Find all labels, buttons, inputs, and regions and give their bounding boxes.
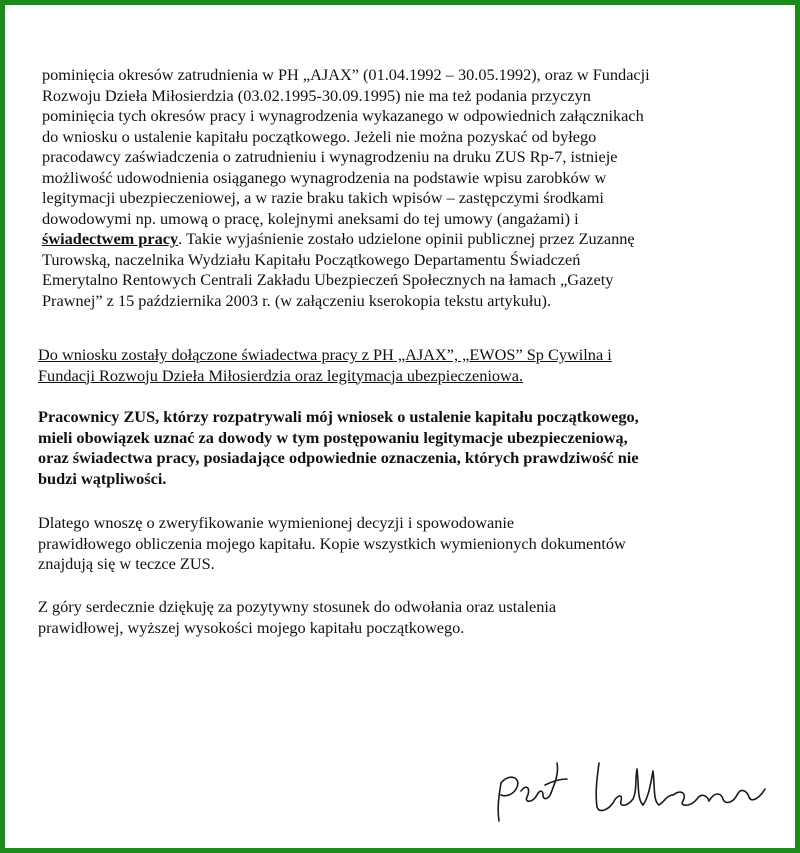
signature-stroke [545,763,567,793]
emphasized-phrase: świadectwem pracy [42,229,179,248]
text-line: Fundacji Rozwoju Dzieła Miłosierdzia oraz legitymacja ubezpieczeniowa. [38,365,524,385]
text-line: znajdują się w teczce ZUS. [38,554,215,573]
text-line: Prawnej” z 15 października 2003 r. (w załączeniu kserokopia tekstu artykułu). [42,290,552,310]
text-line: dowodowymi np. umową o pracę, kolejnymi aneksami do tej umowy (angażami) i [42,208,579,228]
text-line: mieli obowiązek uznać za dowody w tym postępowaniu legitymacje ubezpieczeniową, [38,427,628,447]
text-line: Emerytalno Rentowych Centrali Zakładu Ubezpieczeń Społecznych na łamach „Gazety [42,270,614,289]
signature-stroke [596,763,613,810]
paragraph-attachments [38,345,778,386]
text-line: oraz świadectwa pracy, posiadające odpowiednie oznaczenia, których prawdziwość nie [38,448,639,467]
text-line: . Takie wyjaśnienie zostało udzielone opinii publicznej przez Zuzannę [178,229,635,248]
paragraph-zus-obligation [38,407,778,489]
signature-stroke [521,787,551,801]
text-line: pracodawcy zaświadczenia o zatrudnieniu i wynagrodzeniu na druku ZUS Rp-7, istnieje [42,147,618,166]
paragraph-closing-thanks [38,597,778,638]
text-line: budzi wątpliwości. [38,468,167,488]
text-line: Turowską, naczelnika Wydziału Kapitału Początkowego Departamentu Świadczeń [42,249,581,269]
text-line: Rozwoju Dzieła Miłosierdzia (03.02.1995-30.09.1995) nie ma też podania przyczyn [42,85,591,105]
signature-stroke [498,777,518,821]
text-line: Z góry serdecznie dziękuję za pozytywny stosunek do odwołania oraz ustalenia [38,597,557,616]
text-line: Pracownicy ZUS, którzy rozpatrywali mój wniosek o ustalenie kapitału początkowego, [38,407,639,426]
text-line: pominięcia tych okresów pracy i wynagrodzenia wykazanego w odpowiednich załącznikach [42,106,644,125]
paragraph-evidence-explanation [42,65,777,311]
text-line: Do wniosku zostały dołączone świadectwa pracy z PH „AJAX”, „EWOS” Sp Cywilna i [38,345,612,364]
text-line: legitymacji ubezpieczeniowej, a w razie braku takich wpisów – zastępczymi środkami [42,188,604,207]
text-line: prawidłowej, wyższej wysokości mojego kapitału początkowego. [38,617,465,637]
text-line: do wniosku o ustalenie kapitału początkowego. Jeżeli nie można pozyskać od byłego [42,126,597,146]
text-line: możliwość udowodnienia osiąganego wynagrodzenia na podstawie wpisu zarobków w [42,167,607,187]
text-line: Dlatego wnoszę o zweryfikowanie wymienionej decyzji i spowodowanie [38,513,515,532]
faint-watermark [60,802,120,812]
signature-stroke [643,771,673,805]
text-line: pominięcia okresów zatrudnienia w PH „AJAX” (01.04.1992 – 30.05.1992), oraz w Fundacji [42,65,650,84]
paragraph-request [38,513,778,575]
text-line: prawidłowego obliczenia mojego kapitału. Kopie wszystkich wymienionych dokumentów [38,533,626,553]
handwritten-signature-icon [487,733,787,833]
signature-stroke [709,789,765,802]
signature-stroke [673,792,709,805]
signature-stroke [613,769,643,805]
